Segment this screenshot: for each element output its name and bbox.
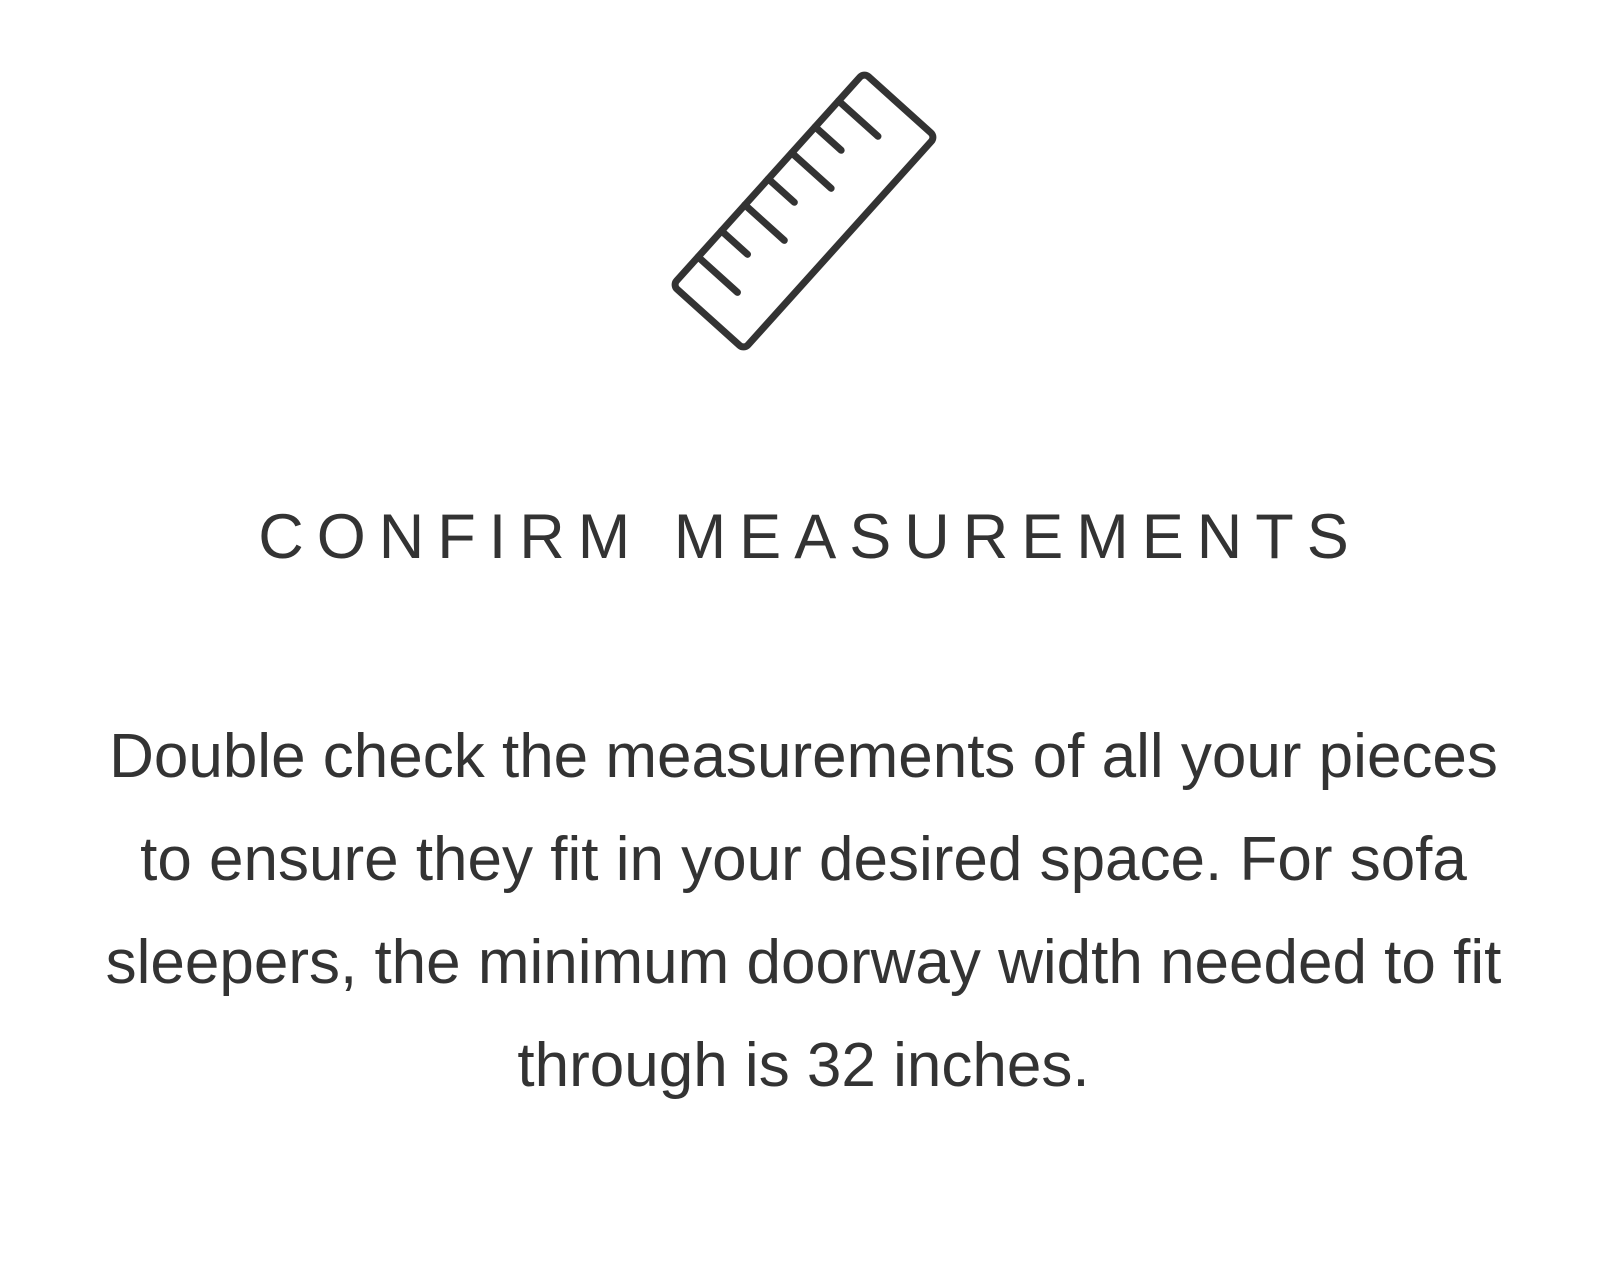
- page-title: CONFIRM MEASUREMENTS: [258, 502, 1362, 572]
- ruler-icon: [634, 36, 974, 386]
- description-text: Double check the measurements of all your pieces to ensure they fit in your desired space. For sofa sleepers, the minimum doorway width needed to fit through is 32 inches.: [105, 722, 1502, 1100]
